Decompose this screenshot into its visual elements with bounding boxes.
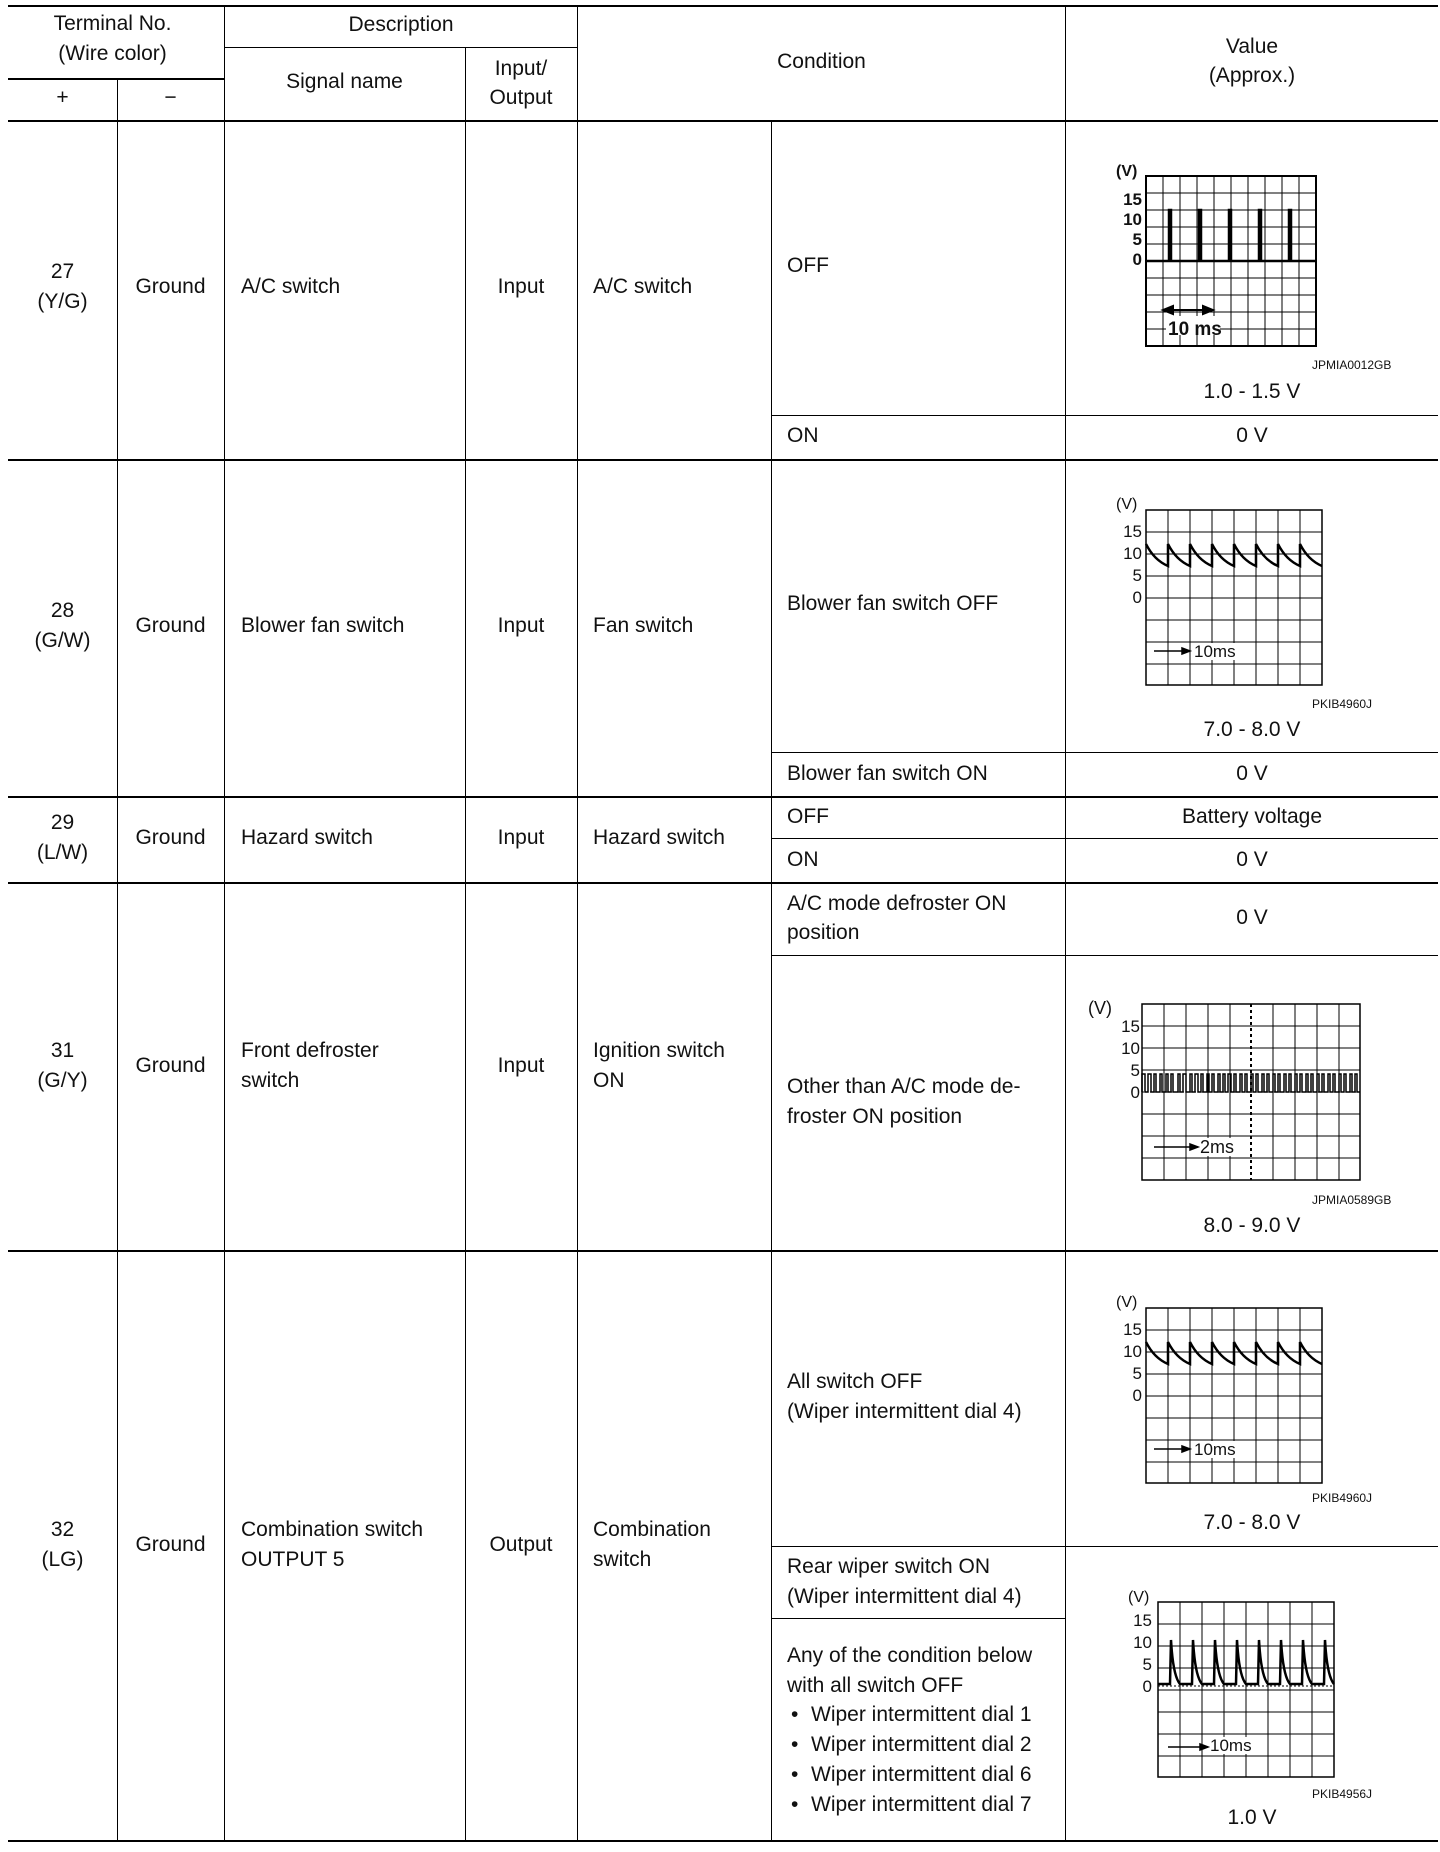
signal-name: Hazard switch	[241, 826, 373, 849]
row-divider	[8, 1250, 1438, 1252]
value-text: 0 V	[1236, 848, 1268, 871]
figure-code: PKIB4956J	[1312, 1787, 1373, 1801]
condition-state-line1: A/C mode defroster ON	[787, 892, 1007, 915]
terminal-number: 28	[50, 599, 75, 622]
condition-state: ON	[787, 848, 819, 871]
scope-unit-label: (V)	[1116, 496, 1138, 513]
figure-code: JPMIA0012GB	[1312, 358, 1392, 372]
table-top-border	[8, 5, 1438, 7]
row-divider	[771, 415, 1438, 416]
io-type: Output	[489, 1533, 553, 1556]
figure-code: PKIB4960J	[1312, 1491, 1373, 1505]
header-divider	[224, 47, 578, 48]
terminal-minus: Ground	[135, 1533, 206, 1556]
row-divider	[771, 1618, 1065, 1619]
value-text: 1.0 V	[1227, 1806, 1277, 1829]
scope-tick-label: 10	[1123, 544, 1142, 563]
scope-tick-label: 0	[1142, 1677, 1152, 1696]
condition-state: Blower fan switch OFF	[787, 592, 999, 615]
condition-state-line2: froster ON position	[787, 1105, 963, 1128]
scope-tick-label: 15	[1121, 1017, 1140, 1036]
terminal-number: 29	[50, 811, 75, 834]
scope-unit-label: (V)	[1116, 1294, 1138, 1311]
signal-name-line1: Combination switch	[241, 1518, 424, 1541]
terminal-minus: Ground	[135, 275, 206, 298]
list-item: • Wiper intermittent dial 6	[787, 1760, 1032, 1790]
condition-bullet-list	[787, 1700, 1032, 1820]
scope-tick-label: 5	[1142, 1655, 1152, 1674]
condition-state: OFF	[787, 805, 829, 828]
row-divider	[8, 882, 1438, 884]
terminal-minus: Ground	[135, 614, 206, 637]
value-text: 0 V	[1236, 424, 1268, 447]
scope-tick-label: 0	[1132, 250, 1142, 269]
header-wire-color: (Wire color)	[58, 42, 167, 65]
scope-tick-label: 10	[1123, 210, 1142, 229]
condition-state-line1: Any of the condition below	[787, 1644, 1033, 1667]
column-divider	[771, 120, 772, 1840]
scope-time-label: 10ms	[1194, 1440, 1236, 1459]
condition-state-line2: (Wiper intermittent dial 4)	[787, 1585, 1022, 1608]
scope-time-label: 10 ms	[1168, 319, 1222, 340]
list-item: • Wiper intermittent dial 7	[787, 1790, 1032, 1820]
wire-color: (L/W)	[36, 841, 89, 864]
row-divider	[771, 752, 1438, 753]
scope-unit-label: (V)	[1128, 1589, 1150, 1606]
value-text: 7.0 - 8.0 V	[1203, 1511, 1301, 1534]
condition-state-line2: with all switch OFF	[787, 1674, 964, 1697]
header-bottom-border	[8, 120, 1438, 122]
header-terminal-no: Terminal No.	[53, 12, 172, 35]
condition-state-line1: Rear wiper switch ON	[787, 1555, 991, 1578]
condition-state-line2: (Wiper intermittent dial 4)	[787, 1400, 1022, 1423]
row-divider	[771, 1546, 1438, 1547]
scope-tick-label: 5	[1132, 1364, 1142, 1383]
header-value-line2: (Approx.)	[1208, 64, 1296, 87]
header-value-line1: Value	[1225, 35, 1279, 58]
header-divider	[8, 78, 224, 80]
condition-line1: Combination	[593, 1518, 711, 1541]
figure-code: PKIB4960J	[1312, 697, 1373, 711]
io-type: Input	[497, 614, 545, 637]
row-divider	[771, 955, 1438, 956]
scope-tick-label: 15	[1123, 522, 1142, 541]
oscilloscope-waveform	[1114, 990, 1366, 1184]
scope-tick-label: 15	[1123, 190, 1142, 209]
scope-tick-label: 5	[1132, 566, 1142, 585]
oscilloscope-waveform	[1114, 498, 1366, 688]
condition-state: OFF	[787, 254, 829, 277]
scope-time-label: 2ms	[1200, 1137, 1235, 1157]
scope-tick-label: 15	[1133, 1611, 1152, 1630]
column-divider	[224, 5, 225, 1840]
table-bottom-border	[8, 1840, 1438, 1842]
row-divider	[771, 838, 1438, 839]
signal-name-line2: OUTPUT 5	[241, 1548, 345, 1571]
scope-time-label: 10ms	[1210, 1736, 1252, 1755]
terminal-number: 31	[50, 1039, 75, 1062]
wire-color: (LG)	[41, 1548, 84, 1571]
condition-line1: Ignition switch	[593, 1039, 725, 1062]
condition: A/C switch	[593, 275, 693, 298]
header-minus: −	[164, 86, 177, 109]
wire-color: (Y/G)	[37, 290, 88, 313]
list-item: • Wiper intermittent dial 2	[787, 1730, 1032, 1760]
condition-line2: switch	[593, 1548, 652, 1571]
value-text: 0 V	[1236, 762, 1268, 785]
scope-time-label: 10ms	[1194, 642, 1236, 661]
scope-tick-label: 15	[1123, 1320, 1142, 1339]
condition: Fan switch	[593, 614, 694, 637]
scope-tick-label: 0	[1130, 1083, 1140, 1102]
wire-color: (G/W)	[34, 629, 91, 652]
value-text: 0 V	[1236, 906, 1268, 929]
header-io-line2: Output	[489, 86, 553, 109]
terminal-minus: Ground	[135, 826, 206, 849]
column-divider	[117, 80, 118, 1840]
header-io-line1: Input/	[494, 57, 548, 80]
oscilloscope-waveform	[1114, 162, 1366, 350]
signal-name: Blower fan switch	[241, 614, 405, 637]
scope-tick-label: 0	[1132, 1386, 1142, 1405]
condition-state-line1: All switch OFF	[787, 1370, 923, 1393]
scope-tick-label: 10	[1133, 1633, 1152, 1652]
io-type: Input	[497, 1054, 545, 1077]
list-item: • Wiper intermittent dial 1	[787, 1700, 1032, 1730]
header-plus: +	[56, 86, 69, 109]
wire-color: (G/Y)	[37, 1069, 88, 1092]
signal-name-line1: Front defroster	[241, 1039, 379, 1062]
value-text: Battery voltage	[1181, 805, 1323, 828]
condition-state-line2: position	[787, 921, 860, 944]
scope-unit-label: (V)	[1116, 163, 1138, 180]
header-condition: Condition	[777, 50, 866, 73]
row-divider	[8, 796, 1438, 798]
header-signal-name: Signal name	[286, 70, 403, 93]
column-divider	[465, 47, 466, 1840]
terminal-number: 32	[50, 1518, 75, 1541]
scope-tick-label: 0	[1132, 588, 1142, 607]
condition-line2: ON	[593, 1069, 625, 1092]
value-text: 7.0 - 8.0 V	[1203, 718, 1301, 741]
signal-name-line2: switch	[241, 1069, 300, 1092]
scope-tick-label: 5	[1130, 1061, 1140, 1080]
signal-name: A/C switch	[241, 275, 341, 298]
figure-code: JPMIA0589GB	[1312, 1193, 1392, 1207]
scope-tick-label: 10	[1121, 1039, 1140, 1058]
value-text: 8.0 - 9.0 V	[1203, 1214, 1301, 1237]
condition-state-line1: Other than A/C mode de-	[787, 1075, 1021, 1098]
condition-state: Blower fan switch ON	[787, 762, 988, 785]
scope-tick-label: 10	[1123, 1342, 1142, 1361]
header-description: Description	[348, 13, 454, 36]
column-divider	[577, 5, 578, 1840]
terminal-minus: Ground	[135, 1054, 206, 1077]
terminal-number: 27	[50, 260, 75, 283]
io-type: Input	[497, 275, 545, 298]
io-type: Input	[497, 826, 545, 849]
oscilloscope-waveform	[1114, 1296, 1366, 1486]
scope-tick-label: 5	[1132, 230, 1142, 249]
scope-unit-label: (V)	[1088, 998, 1112, 1018]
row-divider	[8, 459, 1438, 461]
condition-state: ON	[787, 424, 819, 447]
value-text: 1.0 - 1.5 V	[1203, 380, 1301, 403]
condition: Hazard switch	[593, 826, 725, 849]
